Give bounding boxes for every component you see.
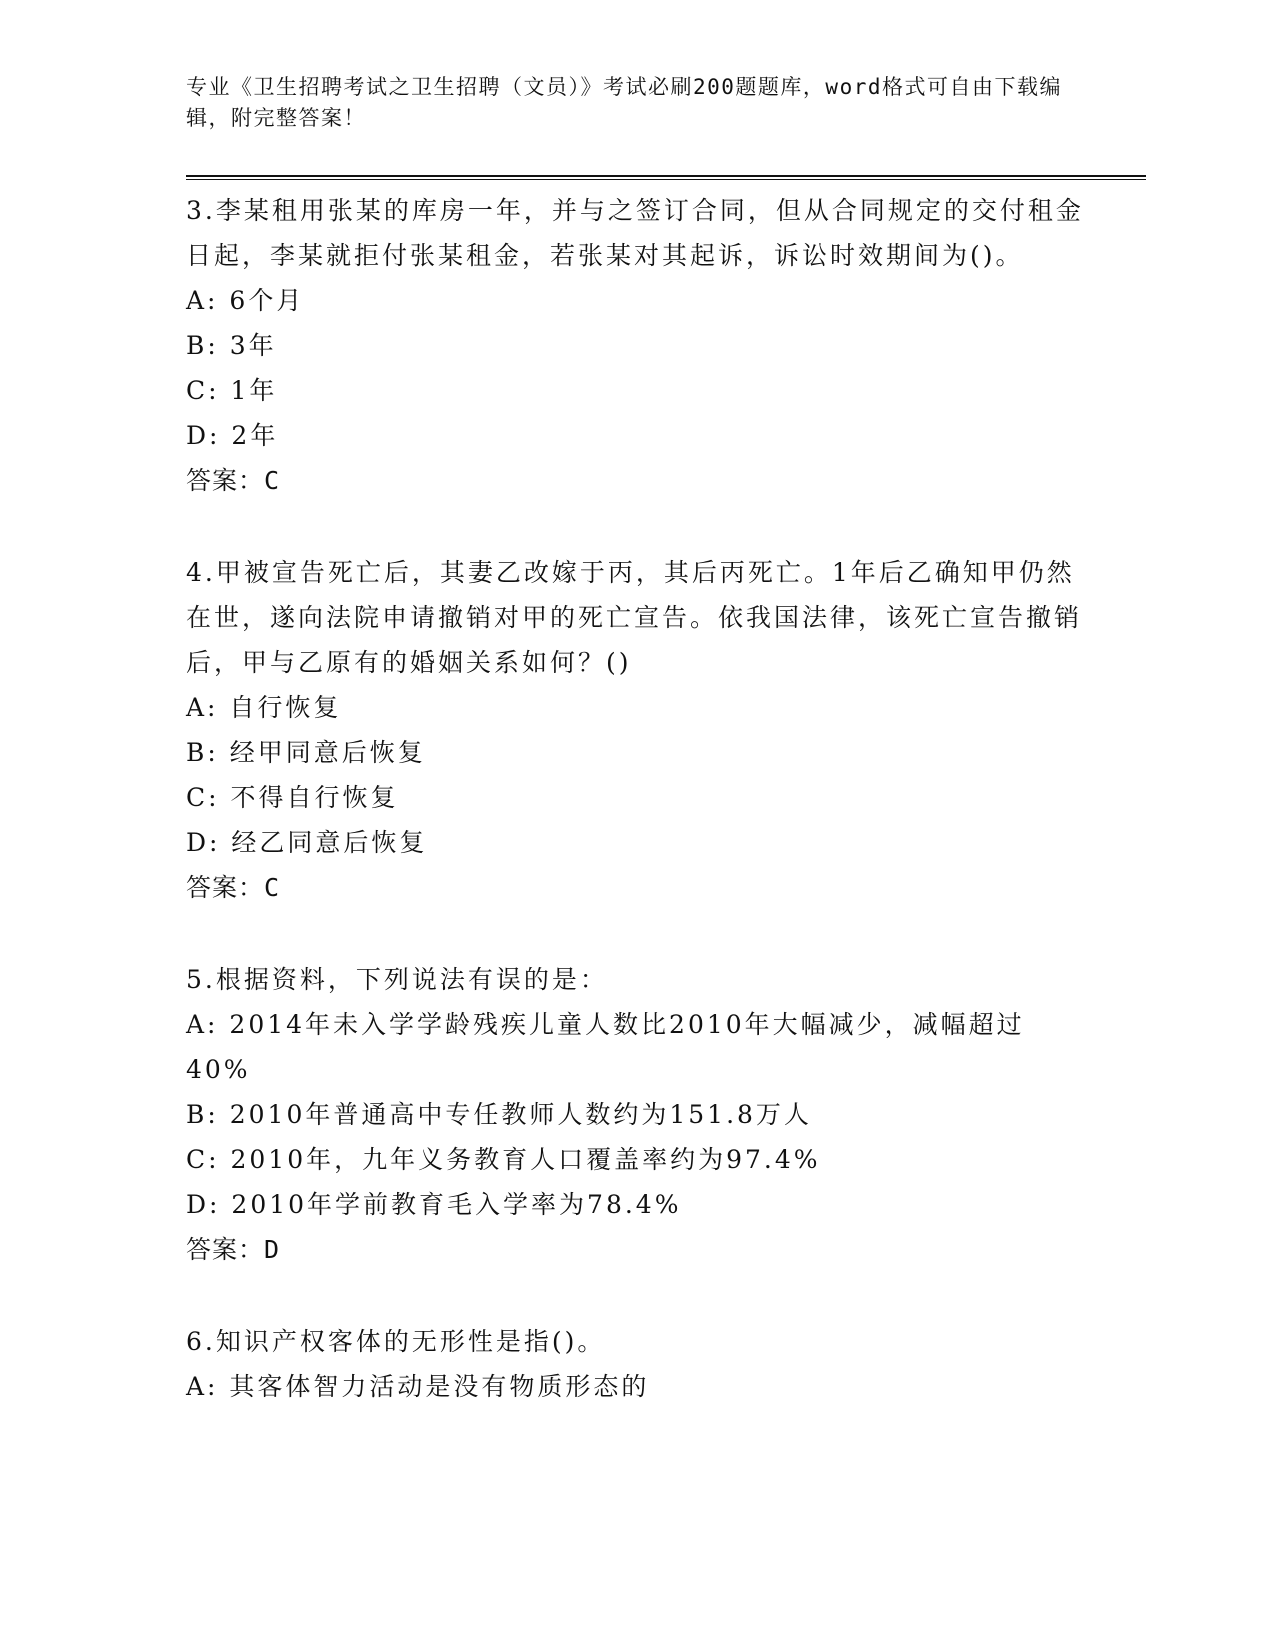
question-stem: 6.知识产权客体的无形性是指()。 — [186, 1327, 606, 1356]
answer: 答案：C — [186, 466, 281, 495]
option-d: D: 经乙同意后恢复 — [186, 828, 428, 857]
question-4 — [186, 550, 1086, 910]
option-c: C: 2010年，九年义务教育人口覆盖率约为97.4% — [186, 1145, 821, 1174]
option-d: D: 2年 — [186, 421, 279, 450]
document-header: 专业《卫生招聘考试之卫生招聘（文员）》考试必刷200题题库，word格式可自由下载编辑，附完整答案！ — [186, 75, 1062, 130]
option-b: B: 2010年普通高中专任教师人数约为151.8万人 — [186, 1100, 812, 1129]
answer: 答案：C — [186, 873, 281, 902]
question-3 — [186, 188, 1086, 503]
option-a: A: 其客体智力活动是没有物质形态的 — [186, 1372, 650, 1401]
option-c: C: 1年 — [186, 376, 278, 405]
option-a: A: 6个月 — [186, 286, 305, 315]
question-5 — [186, 957, 1086, 1272]
answer: 答案：D — [186, 1235, 281, 1264]
question-list — [186, 188, 1086, 1456]
question-stem: 4.甲被宣告死亡后，其妻乙改嫁于丙，其后丙死亡。1年后乙确知甲仍然在世，遂向法院申请撤销对甲的死亡宣告。依我国法律，该死亡宣告撤销后，甲与乙原有的婚姻关系如何？() — [186, 558, 1083, 677]
question-stem: 3.李某租用张某的库房一年，并与之签订合同，但从合同规定的交付租金日起，李某就拒付张某租金，若张某对其起诉，诉讼时效期间为()。 — [186, 196, 1084, 270]
header-divider — [186, 175, 1146, 180]
option-d: D: 2010年学前教育毛入学率为78.4% — [186, 1190, 682, 1219]
option-b: B: 3年 — [186, 331, 277, 360]
option-a: A: 2014年未入学学龄残疾儿童人数比2010年大幅减少，减幅超过40% — [186, 1010, 1025, 1084]
option-a: A: 自行恢复 — [186, 693, 342, 722]
question-6 — [186, 1319, 1086, 1409]
option-c: C: 不得自行恢复 — [186, 783, 399, 812]
option-b: B: 经甲同意后恢复 — [186, 738, 426, 767]
question-stem: 5.根据资料，下列说法有误的是： — [186, 965, 608, 994]
